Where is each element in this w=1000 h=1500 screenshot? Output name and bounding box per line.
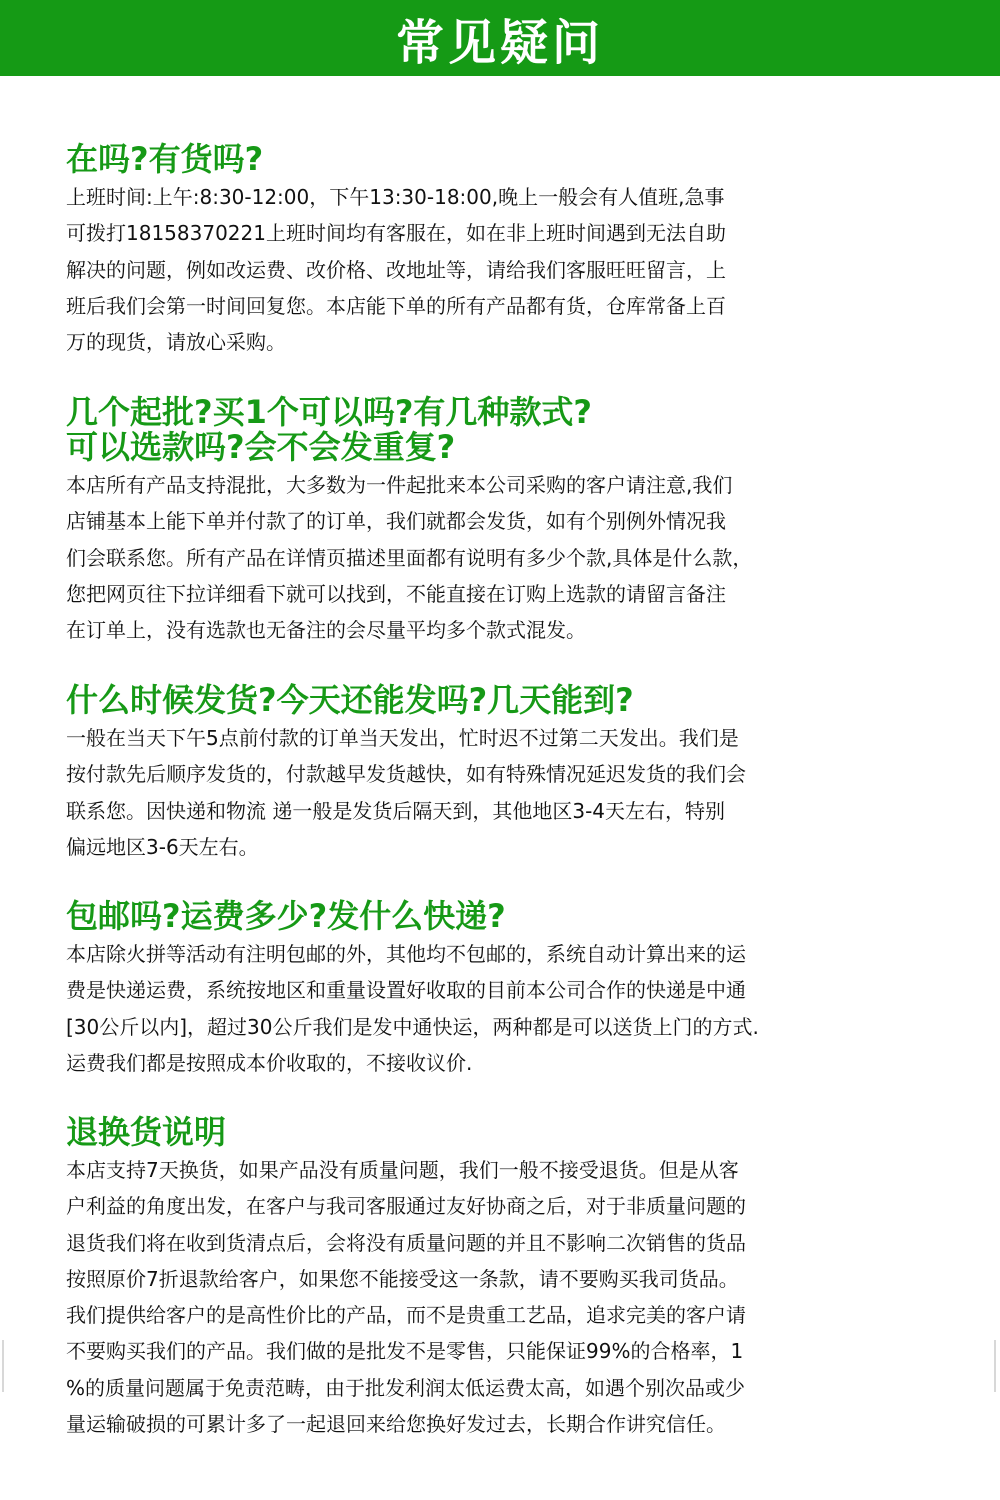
- faq-answer: [66, 936, 946, 1081]
- faq-question: [66, 1115, 946, 1150]
- faq-answer-line: [30公斤以内]，超过30公斤我们是发中通快运，两种都是可以送货上门的方式.: [66, 1014, 759, 1039]
- faq-answer-line: 本店支持7天换货，如果产品没有质量问题，我们一般不接受退货。但是从客: [66, 1158, 739, 1182]
- faq-question: [66, 683, 946, 718]
- header-banner: [0, 0, 1000, 76]
- faq-answer-line: 解决的问题，例如改运费、改价格、改地址等，请给我们客服旺旺留言，上: [66, 257, 726, 282]
- left-edge-mark: [2, 1340, 4, 1392]
- faq-answer-line: 偏远地区3-6天左右。: [66, 834, 259, 859]
- faq-answer-line: 按付款先后顺序发货的，付款越早发货越快，如有特殊情况延迟发货的我们会: [66, 762, 746, 787]
- faq-answer-line: 我们提供给客户的是高性价比的产品，而不是贵重工艺品，追求完美的客户请: [66, 1303, 746, 1328]
- faq-answer-line: 量运输破损的可累计多了一起退回来给您换好发过去，长期合作讲究信任。: [66, 1412, 726, 1437]
- faq-question-line: 可以选款吗?会不会发重复?: [66, 428, 456, 466]
- faq-item-minimum-order: [66, 395, 946, 648]
- faq-answer-line: %的质量问题属于免责范畴，由于批发利润太低运费太高，如遇个别次品或少: [66, 1375, 746, 1400]
- faq-answer-line: 万的现货，请放心采购。: [66, 330, 286, 355]
- faq-question-line: 在吗?有货吗?: [66, 140, 264, 178]
- faq-question-line: 退换货说明: [66, 1113, 227, 1151]
- right-edge-mark: [994, 1340, 996, 1392]
- faq-answer-line: 退货我们将在收到货清点后，会将没有质量问题的并且不影响二次销售的货品: [66, 1230, 746, 1255]
- faq-answer-line: 班后我们会第一时间回复您。本店能下单的所有产品都有货，仓库常备上百: [66, 293, 726, 318]
- page-title: 常见疑问: [395, 14, 604, 71]
- faq-answer-line: 一般在当天下午5点前付款的订单当天发出，忙时迟不过第二天发出。我们是: [66, 726, 739, 750]
- faq-question-line: 什么时候发货?今天还能发吗?几天能到?: [66, 681, 634, 719]
- faq-question-line: 包邮吗?运费多少?发什么快递?: [66, 897, 506, 935]
- faq-answer-line: 不要购买我们的产品。我们做的是批发不是零售，只能保证99%的合格率，1: [66, 1339, 744, 1364]
- faq-question: [66, 395, 946, 465]
- faq-answer-line: 们会联系您。所有产品在详情页描述里面都有说明有多少个款,具体是什么款，: [66, 545, 753, 570]
- faq-question-line: 几个起批?买1个可以吗?有几种款式?: [66, 393, 592, 431]
- faq-answer-line: 按照原价7折退款给客户，如果您不能接受这一条款，请不要购买我司货品。: [66, 1266, 739, 1291]
- faq-answer-line: 本店除火拼等活动有注明包邮的外，其他均不包邮的，系统自动计算出来的运: [66, 942, 746, 966]
- faq-answer-line: 本店所有产品支持混批，大多数为一件起批来本公司采购的客户请注意,我们: [66, 473, 733, 497]
- faq-answer: [66, 179, 946, 360]
- faq-answer-line: 费是快递运费，系统按地区和重量设置好收取的目前本公司合作的快递是中通: [66, 978, 746, 1003]
- faq-answer-line: 店铺基本上能下单并付款了的订单，我们就都会发货，如有个别例外情况我: [66, 509, 726, 534]
- faq-answer-line: 联系您。因快递和物流 递一般是发货后隔天到，其他地区3-4天左右，特别: [66, 798, 726, 823]
- faq-answer-line: 运费我们都是按照成本价收取的，不接收议价.: [66, 1050, 473, 1075]
- faq-item-returns: [66, 1115, 946, 1442]
- faq-answer: [66, 1152, 946, 1442]
- faq-item-shipping-time: [66, 683, 946, 865]
- faq-answer: [66, 467, 946, 648]
- faq-answer-line: 可拨打18158370221上班时间均有客服在，如在非上班时间遇到无法自助: [66, 221, 726, 246]
- faq-answer-line: 您把网页往下拉详细看下就可以找到，不能直接在订购上选款的请留言备注: [66, 581, 726, 606]
- faq-question: [66, 899, 946, 934]
- faq-answer-line: 上班时间:上午:8:30-12:00，下午13:30-18:00,晚上一般会有人值班,急事: [66, 185, 725, 209]
- faq-answer-line: 户利益的角度出发，在客户与我司客服通过友好协商之后，对于非质量问题的: [66, 1194, 746, 1219]
- faq-question: [66, 142, 946, 177]
- faq-item-shipping-fee: [66, 899, 946, 1081]
- faq-answer-line: 在订单上，没有选款也无备注的会尽量平均多个款式混发。: [66, 618, 586, 643]
- faq-item-availability: [66, 142, 946, 360]
- faq-answer: [66, 720, 946, 865]
